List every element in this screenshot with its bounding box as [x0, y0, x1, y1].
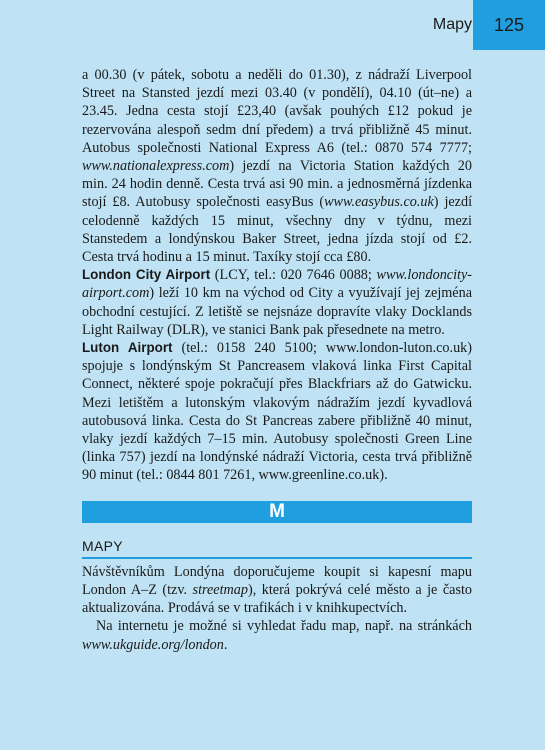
- section-title-mapy: MAPY: [82, 537, 472, 559]
- link-easybus[interactable]: www.easybus.co.uk: [324, 194, 434, 211]
- link-londoncityairport[interactable]: www.londoncity-airport.com: [82, 267, 472, 302]
- heading-london-city-airport: London City Airport: [82, 267, 211, 283]
- paragraph-stansted: a 00.30 (v pátek, sobotu a neděli do 01.30), z nádraží Liverpool Street na Stansted jezdí mezi 03.40 (v pondělí), 04.10 (út–ne) a 23.45. Jedna cesta stojí £23,40 (avšak pouhých £12 pokud je rezervována alespoň sedm dní předem) a trvá přibližně 45 minut. Autobus společnosti National Express A6 (tel.: 0870 574 7777; www.nationalexpress.com) jezdí na Victoria Station každých 20 min. 24 hodin denně. Cesta trvá asi 90 min. a jednosměrná jízdenka stojí £8. Autobusy společnosti easyBus (www.easybus.co.uk) jezdí celodenně každých 15 minut, všechny dny v týdnu, mezi Stanstedem a londýnskou Baker Street, jedna jízda stojí od £2. Cesta trvá hodinu a 15 minut. Taxíky stojí cca £80.: [82, 67, 473, 266]
- page-number: 125: [473, 0, 545, 50]
- alphabet-letter-bar: M: [82, 501, 472, 523]
- page-header: [0, 0, 545, 58]
- page-body: [82, 66, 472, 654]
- paragraph-london-city-airport: London City Airport (LCY, tel.: 020 7646 0088; www.londoncity-airport.com) leží 10 km na východ od City a využívají jej zejména obchodní cestující. Z letiště se nejsnáze dopravíte vlaky Docklands Light Railway (DLR), ve stanici Bank pak přesednete na metro.: [82, 267, 472, 338]
- paragraph-maps: Návštěvníkům Londýna doporučujeme koupit si kapesní mapu London A–Z (tzv. streetmap), která pokrývá celé město a je často aktualizována. Prodává se v trafikách i v knihkupectvích.: [82, 563, 472, 617]
- heading-luton-airport: Luton Airport: [82, 340, 173, 356]
- running-head-section: Mapy: [432, 16, 472, 33]
- paragraph-online-maps: Na internetu je možné si vyhledat řadu map, např. na stránkách www.ukguide.org/london.: [82, 618, 472, 653]
- link-ukguide[interactable]: www.ukguide.org/london: [82, 636, 224, 653]
- link-nationalexpress[interactable]: www.nationalexpress.com: [82, 158, 230, 175]
- term-streetmap: streetmap: [192, 582, 248, 599]
- paragraph-luton-airport: Luton Airport (tel.: 0158 240 5100; www.london-luton.co.uk) spojuje s londýnským St Pancreasem vlaková linka First Capital Connect, některé spoje pokračují přes Blackfriars až do Gatwicku. Mezi letištěm a lutonským vlakovým nádražím jezdí kyvadlová autobusová linka. Cesta do St Pancreas zabere přibližně 40 minut, vlaky jezdí každých 7–15 min. Autobusy společnosti Green Line (linka 757) jezdí na londýnské nádraží Victoria, cesta trvá přibližně 90 minut (tel.: 0844 801 7261, www.greenline.co.uk).: [82, 340, 472, 484]
